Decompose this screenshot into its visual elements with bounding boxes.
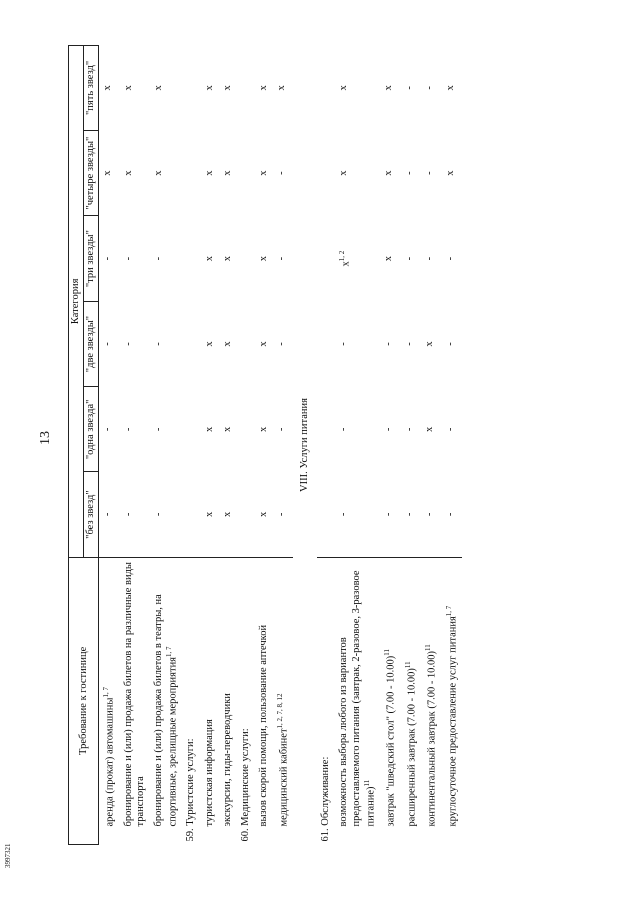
requirement-text: круглосуточное предоставление услуг питания [447, 616, 459, 827]
cell-value: - [102, 342, 114, 346]
category-cell [201, 472, 219, 557]
table-row [120, 46, 150, 845]
requirement-text: 59. Туристские услуги: [185, 738, 197, 842]
requirement-cell [120, 557, 150, 844]
table-row [219, 46, 237, 845]
cell-value: x [383, 255, 395, 262]
category-cell [255, 46, 273, 131]
requirement-cell [99, 557, 120, 844]
cell-value: x [221, 511, 233, 517]
requirement-text: бронирование и (или) продажа билетов на различные виды транспорта [122, 562, 146, 827]
category-cell [237, 46, 255, 131]
page-number: 13 [38, 431, 53, 445]
category-cell [401, 387, 422, 472]
col-header-one-star: "одна звезда" [84, 387, 99, 472]
section-divider [293, 46, 317, 845]
category-cell [380, 216, 401, 301]
cell-value: x [444, 85, 456, 91]
table-row [237, 46, 255, 845]
table-row [335, 46, 380, 845]
cell-value: x [203, 341, 215, 347]
cell-value: x [203, 170, 215, 176]
category-cell [442, 46, 463, 131]
category-cell [120, 301, 150, 386]
cell-value: - [424, 512, 436, 517]
requirement-cell [201, 557, 219, 844]
category-cell [120, 472, 150, 557]
cell-value: x [257, 511, 269, 517]
requirement-text: аренда (прокат) автомашины [104, 697, 116, 827]
category-cell [442, 387, 463, 472]
category-cell [273, 216, 294, 301]
category-cell [401, 46, 422, 131]
cell-value: x [257, 426, 269, 432]
requirement-text: туристская информация [203, 719, 215, 827]
category-cell [150, 387, 183, 472]
cell-value: x [122, 170, 134, 176]
cell-value: x [203, 511, 215, 517]
table-row [380, 46, 401, 845]
requirement-text: возможность выбора любого из вариантов предоставляемого питания (завтрак, 2-разовое, 3-разовое питание) [338, 570, 377, 827]
requirements-table [68, 45, 462, 845]
requirement-text: 61. Обслуживание: [320, 756, 332, 842]
category-cell [317, 301, 335, 386]
cell-value: - [383, 342, 395, 346]
category-cell [401, 216, 422, 301]
cell-value: - [444, 256, 456, 261]
category-cell [401, 301, 422, 386]
cell-value: - [444, 512, 456, 517]
category-cell [335, 216, 380, 301]
requirement-cell [401, 557, 422, 844]
cell-value: - [338, 342, 350, 346]
table-row [442, 46, 463, 845]
category-cell [273, 301, 294, 386]
category-cell [442, 216, 463, 301]
requirement-text: расширенный завтрак (7.00 - 10.00) [406, 668, 418, 827]
cell-value: - [102, 427, 114, 432]
cell-value: - [424, 171, 436, 175]
table-row [421, 46, 442, 845]
cell-value: x [257, 170, 269, 176]
table-row [255, 46, 273, 845]
cell-value: - [275, 171, 287, 175]
cell-value: - [152, 512, 164, 517]
category-cell [219, 301, 237, 386]
category-cell [401, 130, 422, 216]
cell-value: - [122, 342, 134, 346]
requirement-cell [237, 557, 255, 844]
requirement-cell [317, 557, 335, 844]
cell-value: x [221, 426, 233, 432]
category-cell [219, 46, 237, 131]
col-header-five-stars: "пять звезд" [84, 46, 99, 131]
category-cell [442, 472, 463, 557]
requirement-text: экскурсии, гиды-переводчики [221, 693, 233, 827]
category-cell [273, 46, 294, 131]
table-body-food [317, 46, 462, 845]
category-cell [335, 387, 380, 472]
category-cell [150, 472, 183, 557]
cell-value: x [338, 170, 350, 176]
category-cell [237, 472, 255, 557]
category-cell [273, 130, 294, 216]
requirement-cell [273, 557, 294, 844]
cell-value: x [383, 170, 395, 176]
category-cell [317, 472, 335, 557]
footnote-ref: 11 [424, 644, 433, 651]
table-row [401, 46, 422, 845]
requirement-cell [182, 557, 200, 844]
category-cell [237, 387, 255, 472]
cell-value: - [102, 512, 114, 517]
cell-value: - [152, 256, 164, 261]
requirement-text: завтрак "шведский стол" (7.00 - 10.00) [385, 655, 397, 827]
cell-value: x [340, 261, 352, 267]
cell-value: x [221, 341, 233, 347]
table-body-services [99, 46, 294, 845]
requirement-text: бронирование и (или) продажа билетов в театры, на спортивные, зрелищные мероприятия [152, 594, 179, 827]
category-cell [255, 472, 273, 557]
category-cell [317, 387, 335, 472]
cell-value: - [338, 427, 350, 432]
section-title: VIII. Услуги питания [299, 398, 311, 492]
category-cell [219, 387, 237, 472]
category-cell [219, 130, 237, 216]
category-cell [380, 46, 401, 131]
category-cell [237, 301, 255, 386]
cell-value: - [403, 512, 415, 517]
cell-value: x [102, 85, 114, 91]
cell-value: - [383, 427, 395, 432]
category-cell [150, 130, 183, 216]
cell-value: x [257, 255, 269, 262]
category-cell [317, 130, 335, 216]
cell-value: - [275, 342, 287, 346]
cell-value: - [444, 342, 456, 346]
category-cell [99, 46, 120, 131]
requirement-text: континентальный завтрак (7.00 - 10.00) [426, 650, 438, 827]
document-id: 3997321 [4, 843, 12, 868]
category-cell [421, 472, 442, 557]
category-cell [182, 46, 200, 131]
category-cell [273, 472, 294, 557]
cell-value: x [338, 85, 350, 91]
category-cell [335, 46, 380, 131]
cell-value: - [152, 427, 164, 432]
requirement-cell [219, 557, 237, 844]
cell-footnote-ref: 1, 2 [338, 250, 347, 262]
table-row [150, 46, 183, 845]
category-cell [120, 46, 150, 131]
cell-value: x [203, 426, 215, 432]
category-cell [201, 216, 219, 301]
cell-value: x [424, 341, 436, 347]
requirement-cell [421, 557, 442, 844]
category-cell [99, 387, 120, 472]
category-cell [421, 301, 442, 386]
cell-value: - [403, 342, 415, 346]
cell-value: - [122, 256, 134, 261]
category-cell [255, 216, 273, 301]
category-cell [219, 472, 237, 557]
cell-value: - [383, 512, 395, 517]
table-row [99, 46, 120, 845]
category-cell [201, 301, 219, 386]
category-cell [237, 130, 255, 216]
requirement-cell [442, 557, 463, 844]
category-cell [421, 216, 442, 301]
footnote-ref: 1, 2, 7, 8, 12 [275, 693, 284, 729]
cell-value: x [383, 85, 395, 91]
category-cell [99, 130, 120, 216]
rotated-table-block [68, 45, 613, 845]
category-cell [442, 301, 463, 386]
cell-value: - [424, 86, 436, 90]
category-cell [150, 46, 183, 131]
category-cell [380, 387, 401, 472]
category-cell [317, 216, 335, 301]
category-cell [99, 472, 120, 557]
category-cell [237, 216, 255, 301]
requirement-text: 60. Медицинские услуги: [239, 728, 251, 842]
cell-value: x [257, 85, 269, 91]
cell-value: x [221, 85, 233, 91]
category-cell [255, 130, 273, 216]
cell-value: x [122, 85, 134, 91]
footnote-ref: 1, 7 [102, 687, 111, 698]
category-cell [182, 301, 200, 386]
category-cell [99, 301, 120, 386]
category-cell [317, 46, 335, 131]
table-row [182, 46, 200, 845]
category-cell [201, 46, 219, 131]
category-cell [335, 472, 380, 557]
category-cell [201, 130, 219, 216]
requirement-cell [255, 557, 273, 844]
category-cell [380, 130, 401, 216]
category-cell [380, 472, 401, 557]
category-cell [120, 387, 150, 472]
cell-value: - [403, 427, 415, 432]
cell-value: x [152, 85, 164, 91]
cell-value: x [152, 170, 164, 176]
col-header-two-stars: "две звезды" [84, 301, 99, 386]
category-cell [421, 387, 442, 472]
category-cell [99, 216, 120, 301]
category-cell [150, 216, 183, 301]
category-cell [150, 301, 183, 386]
footnote-ref: 11 [383, 649, 392, 656]
category-cell [255, 387, 273, 472]
category-cell [442, 130, 463, 216]
requirement-header: Требование к гостинице [69, 557, 99, 844]
category-cell [182, 387, 200, 472]
cell-value: - [102, 256, 114, 261]
cell-value: x [275, 85, 287, 91]
cell-value: x [221, 170, 233, 176]
cell-value: - [275, 512, 287, 517]
footnote-ref: 11 [362, 779, 371, 787]
col-header-no-stars: "без звезд" [84, 472, 99, 557]
table-row [317, 46, 335, 845]
cell-value: x [444, 170, 456, 176]
cell-value: x [424, 426, 436, 432]
category-cell [255, 301, 273, 386]
requirement-cell [335, 557, 380, 844]
cell-value: - [122, 512, 134, 517]
requirement-text: вызов скорой помощи, пользование аптечкой [257, 624, 269, 827]
footnote-ref: 1, 7 [164, 646, 173, 657]
footnote-ref: 1, 7 [444, 605, 453, 617]
category-cell [219, 216, 237, 301]
requirement-text: медицинский кабинет [278, 728, 290, 827]
cell-value: - [403, 171, 415, 175]
requirement-cell [150, 557, 183, 844]
cell-value: - [424, 256, 436, 261]
table-row [273, 46, 294, 845]
category-cell [421, 130, 442, 216]
category-cell [273, 387, 294, 472]
category-cell [201, 387, 219, 472]
cell-value: x [102, 170, 114, 176]
cell-value: - [403, 256, 415, 261]
category-header: Категория [69, 46, 84, 558]
category-cell [335, 301, 380, 386]
category-cell [421, 46, 442, 131]
cell-value: x [203, 255, 215, 262]
cell-value: x [203, 85, 215, 91]
col-header-four-stars: "четыре звезды" [84, 130, 99, 216]
cell-value: x [221, 255, 233, 262]
col-header-three-stars: "три звезды" [84, 216, 99, 301]
category-cell [120, 130, 150, 216]
cell-value: - [444, 427, 456, 432]
category-cell [401, 472, 422, 557]
requirement-cell [380, 557, 401, 844]
footnote-ref: 11 [403, 661, 412, 669]
category-cell [335, 130, 380, 216]
cell-value: x [257, 341, 269, 347]
table-row [201, 46, 219, 845]
category-cell [182, 472, 200, 557]
cell-value: - [152, 342, 164, 346]
cell-value: - [122, 427, 134, 432]
category-cell [182, 216, 200, 301]
cell-value: - [275, 427, 287, 432]
cell-value: - [403, 86, 415, 90]
cell-value: - [338, 512, 350, 517]
category-cell [120, 216, 150, 301]
category-cell [380, 301, 401, 386]
category-cell [182, 130, 200, 216]
cell-value: - [275, 256, 287, 261]
